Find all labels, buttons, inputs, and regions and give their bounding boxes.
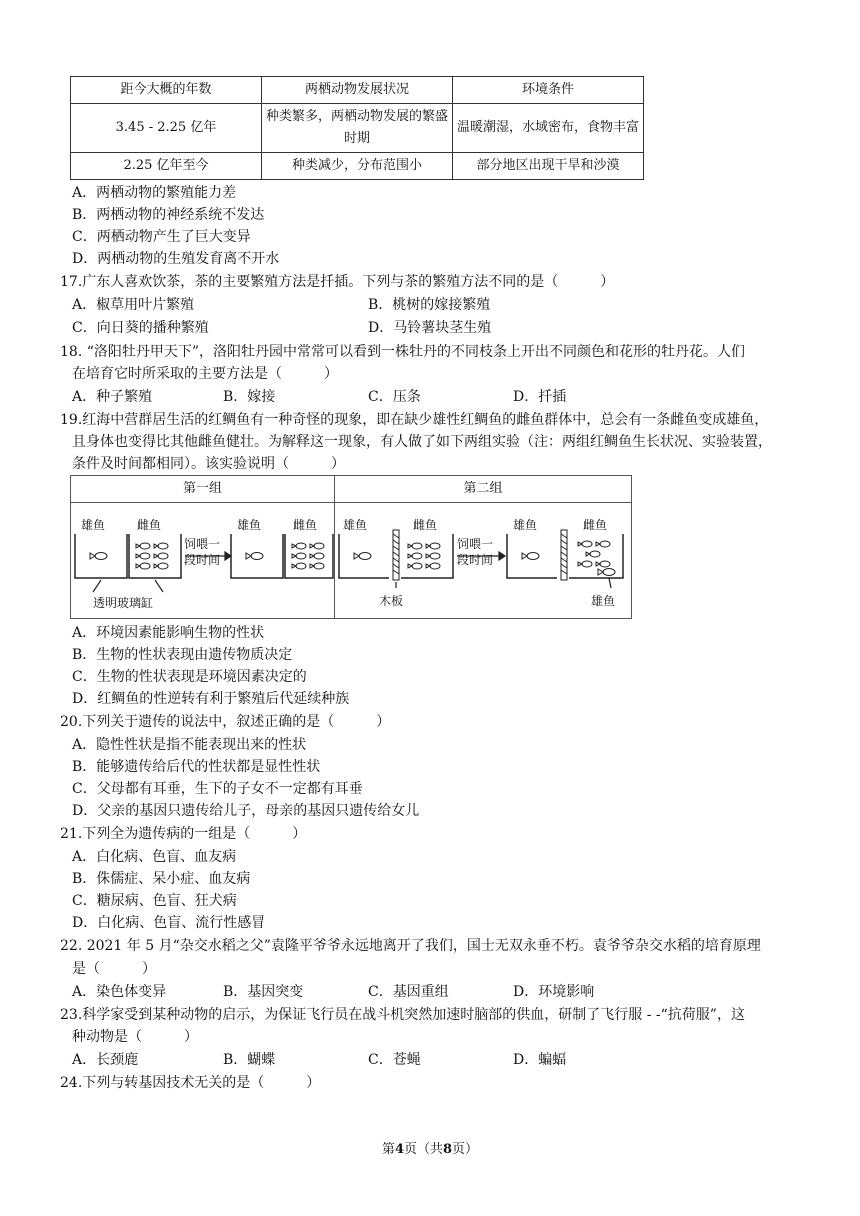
label-male-g1b: 雄鱼: [237, 518, 262, 532]
footer-prefix: 第: [381, 1142, 395, 1157]
group2-header: 第二组: [335, 476, 631, 503]
footer-total-pages: 8: [443, 1142, 453, 1157]
q18-option-d: D．扦插: [513, 389, 567, 405]
label-male-converted: 雄鱼: [591, 594, 616, 608]
table-header: 距今大概的年数: [71, 77, 262, 104]
q22-option-b: B．基因突变: [223, 984, 304, 1000]
q18-option-b: B．嫁接: [223, 389, 276, 405]
q22-option-d: D．环境影响: [513, 984, 595, 1000]
q22-stem-line2: 是（ ）: [72, 961, 156, 977]
q18-option-c: C．压条: [368, 389, 421, 405]
table-cell: 3.45 - 2.25 亿年: [71, 104, 262, 153]
q20-option-a: A．隐性性状是指不能表现出来的性状: [72, 737, 307, 753]
experiment-drawing: [71, 476, 631, 618]
q18-stem-line2: 在培育它时所采取的主要方法是（ ）: [72, 366, 338, 382]
footer-page-number: 4: [394, 1142, 404, 1157]
label-feed-g2: 饲喂一段时间: [457, 537, 494, 567]
q21-option-a: A．白化病、色盲、血友病: [72, 849, 237, 865]
table-cell: 温暖潮湿，水域密布，食物丰富: [453, 104, 644, 153]
label-female-g2a: 雌鱼: [413, 518, 438, 532]
q16-option-d: D．两栖动物的生殖发育离不开水: [72, 251, 280, 267]
q22-option-c: C．基因重组: [368, 984, 449, 1000]
group1-header: 第一组: [71, 476, 335, 503]
q23-option-d: D．蝙蝠: [513, 1052, 567, 1068]
table-header: 两栖动物发展状况: [262, 77, 453, 104]
table-row: [71, 104, 644, 153]
label-female-g1b: 雌鱼: [293, 518, 318, 532]
label-feed-g1: 饲喂一段时间: [184, 537, 221, 567]
q19-option-a: A．环境因素能影响生物的性状: [72, 625, 265, 641]
q21-option-c: C．糖尿病、色盲、狂犬病: [72, 893, 237, 909]
q19-stem-line1: 19.红海中营群居生活的红鲷鱼有一种奇怪的现象，即在缺少雄性红鲷鱼的雌鱼群体中，总会有一条雌鱼变成雄鱼，: [60, 412, 769, 428]
q20-option-c: C．父母都有耳垂，生下的子女不一定都有耳垂: [72, 781, 363, 797]
label-glass-tank: 透明玻璃缸: [93, 596, 154, 610]
q17-option-a: A．椒草用叶片繁殖: [72, 297, 195, 313]
label-female-g2b: 雌鱼: [583, 518, 608, 532]
table-cell: 2.25 亿年至今: [71, 153, 262, 180]
q23-stem-line2: 种动物是（ ）: [72, 1029, 198, 1045]
q21-option-b: B．侏儒症、呆小症、血友病: [72, 871, 251, 887]
q20-option-b: B．能够遗传给后代的性状都是显性性状: [72, 759, 321, 775]
table-cell: 部分地区出现干旱和沙漠: [453, 153, 644, 180]
label-male-g2b: 雄鱼: [513, 518, 538, 532]
label-male-g1a: 雄鱼: [81, 518, 106, 532]
q19-option-b: B．生物的性状表现由遗传物质决定: [72, 647, 293, 663]
footer-middle: 页（共: [403, 1142, 443, 1157]
q19-stem-line2: 且身体也变得比其他雌鱼健壮。为解释这一现象，有人做了如下两组实验（注：两组红鲷鱼生长状况、实验装置，: [72, 434, 772, 450]
q23-option-c: C．苍蝇: [368, 1052, 421, 1068]
q23-option-a: A．长颈鹿: [72, 1052, 139, 1068]
footer-suffix: 页）: [452, 1142, 479, 1157]
table-header: 环境条件: [453, 77, 644, 104]
q23-stem-line1: 23.科学家受到某种动物的启示，为保证飞行员在战斗机突然加速时脑部的供血，研制了飞行服 - -“抗荷服”，这: [60, 1007, 745, 1023]
q19-stem-line3: 条件及时间都相同）。该实验说明（ ）: [72, 456, 345, 472]
table-cell: 种类繁多，两栖动物发展的繁盛时期: [262, 104, 453, 153]
q18-stem-line1: 18. “洛阳牡丹甲天下”，洛阳牡丹园中常常可以看到一株牡丹的不同枝条上开出不同颜色和花形的牡丹花。人们: [60, 344, 746, 360]
q21-option-d: D．白化病、色盲、流行性感冒: [72, 915, 266, 931]
amphibian-table: [70, 76, 644, 180]
q22-option-a: A．染色体变异: [72, 984, 167, 1000]
q16-option-c: C．两栖动物产生了巨大变异: [72, 229, 251, 245]
q18-option-a: A．种子繁殖: [72, 389, 153, 405]
q20-option-d: D．父亲的基因只遗传给儿子，母亲的基因只遗传给女儿: [72, 803, 420, 819]
label-male-g2a: 雄鱼: [343, 518, 368, 532]
label-board: 木板: [379, 594, 404, 608]
q17-stem: 17.广东人喜欢饮茶，茶的主要繁殖方法是扦插。下列与茶的繁殖方法不同的是（ ）: [60, 274, 615, 290]
experiment-figure: [70, 475, 632, 619]
q16-option-b: B．两栖动物的神经系统不发达: [72, 207, 265, 223]
page-footer: [0, 1138, 860, 1157]
q24-stem: 24.下列与转基因技术无关的是（ ）: [60, 1075, 321, 1091]
table-row: [71, 153, 644, 180]
q16-option-a: A．两栖动物的繁殖能力差: [72, 185, 237, 201]
q21-stem: 21.下列全为遗传病的一组是（ ）: [60, 826, 307, 842]
q20-stem: 20.下列关于遗传的说法中，叙述正确的是（ ）: [60, 714, 391, 730]
q19-option-c: C．生物的性状表现是环境因素决定的: [72, 669, 307, 685]
q22-stem-line1: 22. 2021 年 5 月“杂交水稻之父”袁隆平爷爷永远地离开了我们，国士无双永垂不朽。袁爷爷杂交水稻的培育原理: [60, 938, 761, 954]
q23-option-b: B．蝴蝶: [223, 1052, 276, 1068]
q17-option-c: C．向日葵的播种繁殖: [72, 320, 209, 336]
label-female-g1a: 雌鱼: [137, 518, 162, 532]
table-cell: 种类减少，分布范围小: [262, 153, 453, 180]
q17-option-d: D．马铃薯块茎生殖: [368, 320, 492, 336]
table-header-row: [71, 77, 644, 104]
q17-option-b: B．桃树的嫁接繁殖: [368, 297, 491, 313]
q19-option-d: D．红鲷鱼的性逆转有利于繁殖后代延续种族: [72, 691, 350, 707]
